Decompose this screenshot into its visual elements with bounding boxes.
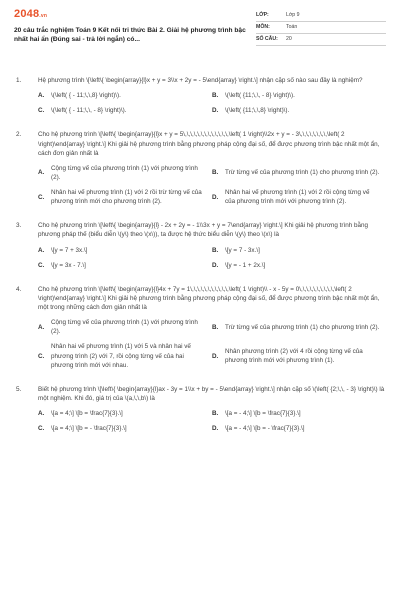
answer-option-d[interactable] — [212, 342, 386, 369]
option-text: \[y = 7 - 3x.\] — [225, 246, 260, 254]
question-number: 1. — [16, 77, 22, 84]
answer-option-c[interactable] — [38, 188, 212, 206]
option-letter: C. — [38, 107, 45, 115]
answer-option-d[interactable] — [212, 261, 386, 270]
question-number: 3. — [16, 222, 22, 230]
answer-option-a[interactable] — [38, 409, 212, 418]
answer-options — [38, 409, 386, 439]
option-letter: B. — [212, 92, 219, 100]
question-number: 4. — [16, 285, 22, 293]
option-text: Trừ từng vế của phương trình (1) cho phương trình (2). — [225, 169, 380, 177]
meta-key: MÔN: — [256, 23, 270, 30]
document-title: 20 câu trắc nghiệm Toán 9 Kết nối tri thức Bài 2. Giải hệ phương trình bậc nhất hai ẩn (Đúng sai - trả lời ngắn) có... — [14, 27, 246, 44]
question-body — [38, 385, 386, 440]
option-text: \(\left( {11;\,\, - 8} \right)\). — [225, 92, 295, 100]
option-text: \[a = - 4;\] \[b = - \frac{7}{3}.\] — [225, 425, 305, 433]
option-letter: B. — [212, 410, 219, 417]
answer-option-a[interactable] — [38, 246, 212, 255]
option-letter: A. — [38, 169, 45, 177]
answer-option-a[interactable] — [38, 318, 212, 336]
answer-option-d[interactable] — [212, 188, 386, 206]
option-text: \[a = 4;\] \[b = - \frac{7}{3}.\] — [51, 425, 127, 433]
option-letter: C. — [38, 193, 45, 201]
answer-options — [38, 91, 386, 121]
page-header — [14, 8, 386, 46]
meta-key: SỐ CÂU: — [256, 35, 278, 42]
question-item — [14, 385, 386, 440]
option-text: \(\left( { - 11;\,\, - 8} \right)\). — [51, 107, 127, 115]
logo-suffix: .vn — [39, 13, 48, 19]
answer-option-c[interactable] — [38, 424, 212, 433]
answer-option-c[interactable] — [38, 342, 212, 369]
option-text: \(\left( { - 11;\,\,8} \right)\). — [51, 92, 121, 100]
option-text: Nhân phương trình (2) với 4 rồi cộng từng vế của phương trình mới với phương trình (1). — [225, 347, 363, 365]
option-text: Nhân hai vế phương trình (1) với 5 và nhân hai vế phương trình (2) với 7, rồi cộng từng vế của hai phương trình mới với nhau. — [51, 343, 191, 369]
question-body — [38, 221, 386, 276]
question-item — [14, 76, 386, 121]
answer-option-b[interactable] — [212, 91, 386, 100]
question-item — [14, 130, 386, 212]
option-text: \(\left( {11;\,\,8} \right)\). — [225, 107, 290, 115]
meta-key: LỚP: — [256, 11, 269, 18]
option-letter: A. — [38, 410, 45, 417]
option-letter: B. — [212, 169, 219, 177]
question-number: 2. — [16, 131, 22, 139]
meta-value: Toán — [286, 23, 298, 30]
option-text: Cộng từng vế của phương trình (1) với phương trình (2). — [51, 319, 198, 336]
question-text: Biết hệ phương trình \[\left\{ \begin{array}{l}ax - 3y = 1\\x + by = - 5\end{array} \right.\] nhận cặp số \(\left( {2;\,\, - 3} \right)\) là một nghiệm. Khi đó, giá trị của \(a,\,\,b\) là — [38, 385, 385, 402]
meta-row-count — [256, 34, 386, 46]
option-letter: C. — [38, 261, 45, 269]
option-text: \[y = - 1 + 2x.\] — [225, 261, 266, 269]
option-letter: D. — [212, 107, 219, 115]
question-text: Cho hệ phương trình \[\left\{ \begin{array}{l} - 2x + 2y = - 1\\3x + y = 7\end{array} \right.\] Khi giải hệ phương trình bằng phương pháp thế (biểu diễn \(y\) theo \(x\)), ta được hệ thức biểu diễn \(y\) theo \(x\) là — [38, 222, 368, 239]
answer-option-d[interactable] — [212, 106, 386, 115]
logo-text: 2048 — [14, 8, 40, 20]
option-letter: C. — [38, 352, 45, 360]
question-text: Cho hệ phương trình \[\left\{ \begin{array}{l}4x + 7y = 1\,\,\,\,\,\,\,\,\,\,\,\left( 1 \right)\\ - x - 5y = 0\,\,\,\,\,\,\,\,\,\,\left( 2 \right)\end{array} \right.\] Khi giải hệ phương trình bằng phương pháp cộng đại số, để được phương trình bậc nhất một ẩn, một trong những cách đơn giản nhất là — [38, 285, 380, 311]
answer-option-b[interactable] — [212, 246, 386, 255]
option-letter: A. — [38, 92, 45, 100]
meta-row-grade — [256, 10, 386, 22]
option-letter: D. — [212, 193, 219, 201]
answer-option-c[interactable] — [38, 261, 212, 270]
question-text: Hệ phương trình \[\left\{ \begin{array}{l}x + y = 3\\x + 2y = - 5\end{array} \right.\] nhận cặp số nào sau đây là nghiệm? — [38, 77, 363, 84]
option-letter: A. — [38, 246, 45, 254]
option-text: \[y = 3x - 7.\] — [51, 261, 86, 269]
option-letter: B. — [212, 323, 219, 331]
meta-value: Lớp 9 — [286, 11, 300, 18]
answer-options — [38, 318, 386, 376]
option-letter: D. — [212, 425, 219, 433]
answer-option-a[interactable] — [38, 164, 212, 182]
answer-options — [38, 246, 386, 276]
meta-info — [256, 10, 386, 46]
header-left — [14, 8, 254, 45]
answer-option-c[interactable] — [38, 106, 212, 115]
option-text: Cộng từng vế của phương trình (1) với phương trình (2). — [51, 164, 198, 181]
question-body — [38, 76, 386, 121]
option-letter: D. — [212, 261, 219, 269]
meta-row-subject — [256, 22, 386, 34]
option-letter: A. — [38, 323, 45, 331]
answer-option-b[interactable] — [212, 164, 386, 182]
question-text: Cho hệ phương trình \[\left\{ \begin{array}{l}x + y = 5\,\,\,\,\,\,\,\,\,\,\,\,\,\left( 1 \right)\\2x + y = - 3\,\,\,\,\,\,\,\,\left( 2 \right)\end{array} \right.\] Khi giải hệ phương trình bằng phương pháp cộng đại số, để được phương trình bậc nhất một ẩn, cách đơn giản nhất là — [38, 131, 380, 157]
meta-value: 20 — [286, 35, 292, 42]
question-item — [14, 285, 386, 376]
question-item — [14, 221, 386, 276]
option-letter: C. — [38, 425, 45, 433]
option-text: \[y = 7 + 3x.\] — [51, 246, 88, 254]
option-text: Trừ từng vế của phương trình (1) cho phương trình (2). — [225, 323, 380, 331]
question-body — [38, 130, 386, 212]
answer-option-b[interactable] — [212, 409, 386, 418]
site-logo[interactable] — [14, 8, 254, 20]
option-text: Nhân hai vế phương trình (1) với 2 rồi trừ từng vế của phương trình mới cho phương trình (2). — [51, 189, 202, 206]
answer-option-d[interactable] — [212, 424, 386, 433]
option-text: \[a = 4;\] \[b = \frac{7}{3}.\] — [51, 410, 123, 417]
option-text: Nhân hai vế phương trình (1) với 2 rồi cộng từng vế của phương trình mới với phương trình (2). — [225, 189, 370, 206]
question-list — [14, 76, 386, 439]
answer-option-a[interactable] — [38, 91, 212, 100]
option-letter: D. — [212, 352, 219, 360]
option-letter: B. — [212, 246, 219, 254]
question-body — [38, 285, 386, 376]
option-text: \[a = - 4;\] \[b = \frac{7}{3}.\] — [225, 410, 301, 417]
answer-options — [38, 164, 386, 213]
answer-option-b[interactable] — [212, 318, 386, 336]
question-number: 5. — [16, 385, 22, 393]
